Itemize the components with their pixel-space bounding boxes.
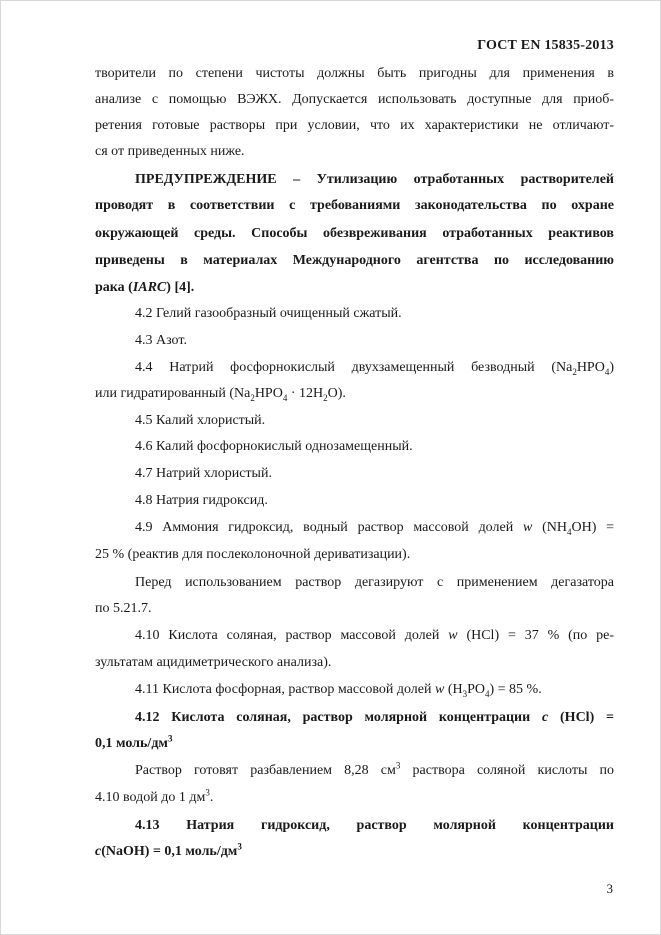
item-4-11-post: ) = 85 %.	[489, 682, 542, 697]
item-4-11-var: w	[434, 682, 445, 697]
item-4-12-l2-pre: 0,1 моль/дм	[95, 736, 168, 751]
item-4-8: 4.8 Натрия гидроксид.	[135, 493, 268, 508]
item-4-9-l1-post: OH) =	[571, 520, 615, 535]
prep-line-1	[135, 760, 615, 779]
standard-code-header: ГОСТ EN 15835-2013	[477, 38, 614, 53]
item-4-6: 4.6 Калий фосфорнокислый однозамещенный.	[135, 439, 413, 454]
item-4-10-line-2: зультатам ацидиметрического анализа).	[95, 655, 332, 670]
prep-l1-post: раствора соляной кислоты по	[400, 763, 615, 778]
warning-line-2: проводят в соответствии с требованиями законодательства по охране	[95, 198, 614, 213]
item-4-11-mid: (H	[444, 682, 463, 697]
item-4-13-var: c	[95, 844, 102, 859]
item-4-12-line-1	[135, 710, 614, 726]
prep-l2-post: .	[209, 790, 214, 805]
prep-line-2	[95, 787, 614, 806]
item-4-10-l1-pre: 4.10 Кислота соляная, раствор массовой долей	[135, 628, 449, 643]
warning-line-1: ПРЕДУПРЕЖДЕНИЕ – Утилизацию отработанных растворителей	[135, 172, 614, 187]
item-4-4-l1-pre: 4.4 Натрий фосфорнокислый двухзамещенный безводный (Na	[135, 360, 573, 375]
prep-l1-pre: Раствор готовят разбавлением 8,28 см	[135, 763, 396, 778]
item-4-13-l2-pre: (NaOH) = 0,1 моль/дм	[101, 844, 238, 859]
item-4-13-line-1: 4.13 Натрия гидроксид, раствор молярной концентрации	[135, 818, 614, 833]
page-number: 3	[606, 881, 613, 896]
item-4-10-l1-post: (HCl) = 37 % (по ре-	[457, 628, 615, 643]
item-4-11-sub-a: 3	[462, 688, 468, 699]
warning-line-3: окружающей среды. Способы обезвреживания отработанных реактивов	[95, 226, 614, 241]
item-4-9-l1-pre: 4.9 Аммония гидроксид, водный раствор массовой долей	[135, 520, 523, 535]
item-4-11-mid2: PO	[467, 682, 485, 697]
item-4-4-line-2	[95, 386, 614, 402]
intro-line-2: анализе с помощью ВЭЖХ. Допускается использовать доступные для приоб-	[95, 92, 614, 107]
item-4-13-line-2	[95, 841, 614, 860]
intro-line-1: творители по степени чистоты должны быть пригодны для применения в	[95, 66, 614, 81]
item-4-4-l1-post: )	[609, 360, 614, 375]
item-4-11-pre: 4.11 Кислота фосфорная, раствор массовой долей	[135, 682, 435, 697]
degas-line-1: Перед использованием раствор дегазируют с применением дегазатора	[135, 575, 614, 590]
item-4-4-line-1	[135, 360, 614, 376]
item-4-4-mid-d: · 12H	[287, 386, 324, 401]
warning-l5-post: ) [4].	[166, 280, 195, 295]
item-4-4-mid-c: HPO	[254, 386, 283, 401]
warning-l5-pre: рака (	[95, 280, 133, 295]
degas-line-2: по 5.21.7.	[95, 601, 152, 616]
item-4-2: 4.2 Гелий газообразный очищенный сжатый.	[135, 306, 402, 321]
prep-sup-a: 3	[395, 760, 401, 771]
warning-line-5	[95, 280, 614, 296]
prep-l2-pre: 4.10 водой до 1 дм	[95, 790, 206, 805]
item-4-13-sup: 3	[237, 841, 242, 852]
iarc-abbreviation: IARC	[132, 280, 167, 295]
item-4-9-line-1	[135, 520, 614, 536]
item-4-4-mid-a: HPO	[576, 360, 605, 375]
warning-line-4: приведены в материалах Международного агентства по исследованию	[95, 253, 614, 268]
item-4-9-sub: 4	[566, 526, 572, 537]
item-4-4-l2-pre: или гидратированный (Na	[95, 386, 251, 401]
item-4-12-sup: 3	[167, 733, 173, 744]
item-4-5: 4.5 Калий хлористый.	[135, 413, 266, 428]
item-4-3: 4.3 Азот.	[135, 333, 187, 348]
item-4-9-l1-mid: (NH	[532, 520, 567, 535]
item-4-12-var: c	[542, 710, 549, 725]
item-4-4-sub-a: 2	[572, 366, 577, 377]
item-4-4-sub-d: 4	[282, 392, 288, 403]
item-4-11-sub-b: 4	[485, 688, 490, 699]
intro-line-3: ретения готовые растворы при условии, что их характеристики не отличают-	[95, 118, 614, 133]
item-4-11	[135, 682, 614, 698]
item-4-10-line-1	[135, 628, 614, 644]
item-4-9-line-2: 25 % (реактив для послеколоночной дериватизации).	[95, 547, 411, 562]
item-4-12-line-2	[95, 733, 614, 752]
prep-sup-b: 3	[205, 787, 210, 798]
item-4-9-var: w	[522, 520, 533, 535]
intro-line-4: ся от приведенных ниже.	[95, 144, 245, 159]
item-4-4-sub-b: 4	[604, 366, 610, 377]
item-4-4-sub-e: 2	[323, 392, 328, 403]
item-4-4-l2-post: O).	[327, 386, 346, 401]
item-4-12-l1-post: (HCl) =	[548, 710, 614, 725]
item-4-10-var: w	[448, 628, 458, 643]
item-4-7: 4.7 Натрий хлористый.	[135, 466, 272, 481]
item-4-4-sub-c: 2	[250, 392, 255, 403]
item-4-12-l1-pre: 4.12 Кислота соляная, раствор молярной концентрации	[135, 710, 542, 725]
